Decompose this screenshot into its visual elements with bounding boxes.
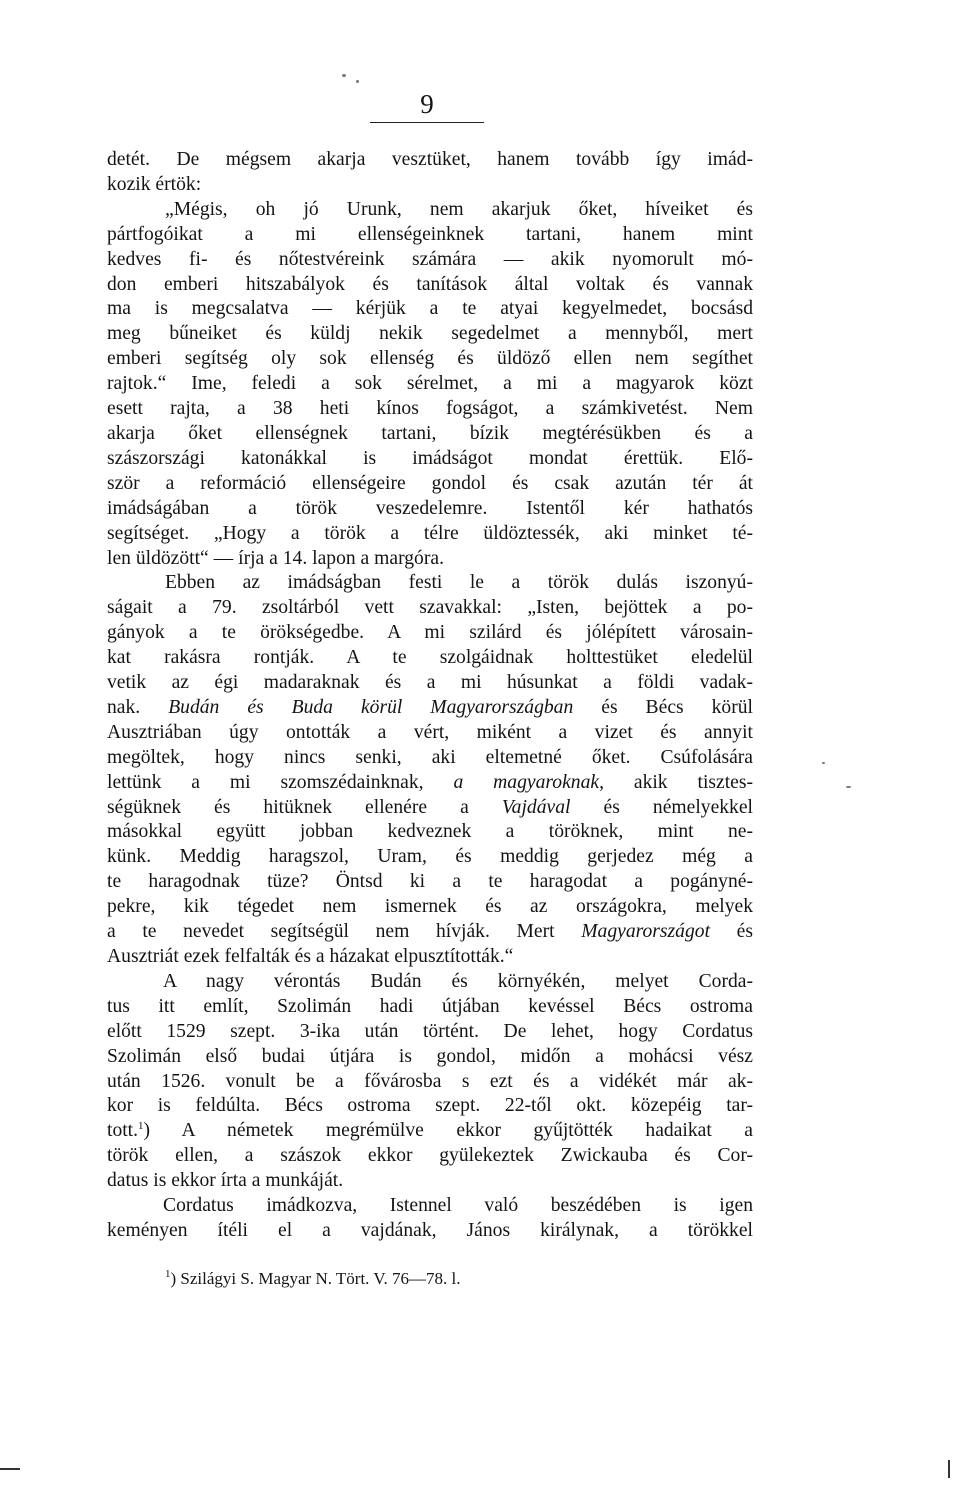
text-run: akik tisztes-	[633, 771, 753, 793]
text-line: vetik az égi madaraknak és a mi húsunkat a földi vadak-	[107, 672, 753, 694]
text-line	[107, 696, 753, 721]
footnote-marker: 1	[165, 1268, 171, 1280]
text-line: Ausztriában úgy ontották a vért, miként a vizet és annyit	[107, 721, 753, 743]
text-line	[107, 796, 753, 821]
italic-phrase: a magyaroknak,	[453, 771, 604, 793]
text-line: ságait a 79. zsoltárból vett szavakkal: „Isten, bejöttek a po-	[107, 597, 753, 619]
text-line: akarja őket ellenségnek tartani, bízik megtérésükben és a	[107, 422, 753, 444]
scan-speck	[846, 786, 851, 788]
text-line: török ellen, a szászok ekkor gyülekeztek Zwickauba és Cor-	[107, 1145, 753, 1167]
text-line: pekre, kik tégedet nem ismernek és az országokra, melyek	[107, 896, 753, 918]
text-line: gányok a te örökségedbe. A mi szilárd és jólépített városain-	[107, 622, 753, 644]
text-run: ) A németek megrémülve ekkor gyűjtötték hadaikat a	[143, 1120, 753, 1142]
scan-speck	[342, 74, 346, 77]
text-run: tott.	[107, 1120, 139, 1142]
footnote-reference: 1	[138, 1120, 144, 1133]
text-line: detét. De mégsem akarja vesztüket, hanem tovább így imád-	[107, 149, 753, 170]
text-line: imádságában a török veszedelemre. Istentől kér hathatós	[107, 497, 753, 519]
text-line: Ausztriát ezek felfalták és a házakat elpusztították.“	[107, 946, 514, 967]
text-line: ször a reformáció ellenségeire gondol és csak azután tér át	[107, 472, 753, 494]
text-line: te haragodnak tüze? Öntsd ki a te haragodat a pogányné-	[107, 871, 753, 893]
text-run: lettünk a mi szomszédainknak,	[107, 771, 424, 793]
text-line: után 1526. vonult be a fővárosba s ezt és a vidékét már ak-	[107, 1070, 753, 1092]
text-line: segítséget. „Hogy a török a télre üldöztessék, aki minket té-	[107, 522, 753, 544]
text-line: kat rakásra rontják. A te szolgáidnak holttestüket eledelül	[107, 647, 753, 669]
text-line: A nagy vérontás Budán és környékén, melyet Corda-	[163, 970, 753, 992]
text-line: kedves fi- és nőtestvéreink számára — akik nyomorult mó-	[107, 248, 753, 270]
scan-speck	[356, 80, 359, 83]
text-line: künk. Meddig haragszol, Uram, és meddig gerjedez még a	[107, 846, 753, 868]
text-line: Ebben az imádságban festi le a török dulás iszonyú-	[165, 572, 753, 594]
text-run: és	[736, 921, 753, 943]
body-text	[107, 148, 753, 1244]
text-line: szászországi katonákkal is imádságot mondat érettük. Elő-	[107, 447, 753, 469]
italic-country: Magyarországot	[581, 921, 711, 943]
text-line: don emberi hitszabályok és tanítások által voltak és vannak	[107, 273, 753, 295]
text-run: ségüknek és hitüknek ellenére a	[107, 796, 469, 818]
text-run: és némelyekkel	[603, 796, 753, 818]
text-line: esett rajta, a 38 heti kínos fogságot, a számkivetést. Nem	[107, 398, 753, 420]
text-line	[107, 771, 753, 796]
text-line: len üldözött“ — írja a 14. lapon a margóra.	[107, 547, 444, 569]
text-line: pártfogóikat a mi ellenségeinknek tartani, hanem mint	[107, 223, 753, 245]
footnote-text: ) Szilágyi S. Magyar N. Tört. V. 76—78. l.	[170, 1269, 461, 1288]
text-run: a te nevedet segítségül nem hívják. Mert	[107, 921, 555, 943]
text-line: Cordatus imádkozva, Istennel való beszédében is igen	[163, 1195, 753, 1217]
text-line: emberi segítség oly sok ellenség és üldöző ellen nem segíthet	[107, 348, 753, 370]
italic-place-names: Budán és Buda körül Magyarországban	[168, 696, 574, 718]
text-line: rajtok.“ Ime, feledi a sok sérelmet, a mi a magyarok közt	[107, 373, 753, 395]
text-line: datus is ekkor írta a munkáját.	[107, 1170, 344, 1192]
text-line: kor is feldúlta. Bécs ostroma szept. 22-től okt. közepéig tar-	[107, 1095, 753, 1117]
text-line	[107, 920, 753, 945]
footnote	[165, 1268, 460, 1290]
scan-edge-mark	[0, 1468, 20, 1470]
text-run: nak.	[107, 696, 141, 718]
page-number: 9	[370, 88, 484, 123]
text-line: ma is megcsalatva — kérjük a te atyai kegyelmedet, bocsásd	[107, 298, 753, 320]
text-line: keményen ítéli el a vajdának, János királynak, a törökkel	[107, 1219, 753, 1241]
text-run: és Bécs körül	[601, 696, 753, 718]
text-line: meg bűneiket és küldj nekik segedelmet a mennyből, mert	[107, 323, 753, 345]
italic-name: Vajdával	[501, 796, 571, 818]
text-line: „Mégis, oh jó Urunk, nem akarjuk őket, híveiket és	[165, 198, 753, 220]
text-line: kozik értök:	[107, 173, 202, 195]
text-line: Szolimán első budai útjára is gondol, midőn a mohácsi vész	[107, 1045, 753, 1067]
text-line	[107, 1119, 753, 1144]
text-line: tus itt említ, Szolimán hadi útjában kevéssel Bécs ostroma	[107, 995, 753, 1017]
text-line: megöltek, hogy nincs senki, aki eltemetné őket. Csúfolására	[107, 746, 753, 768]
scan-speck	[822, 762, 825, 764]
text-line: előtt 1529 szept. 3-ika után történt. De lehet, hogy Cordatus	[107, 1020, 753, 1042]
scan-edge-mark	[948, 1460, 950, 1478]
text-line: másokkal együtt jobban kedveznek a töröknek, mint ne-	[107, 821, 753, 843]
